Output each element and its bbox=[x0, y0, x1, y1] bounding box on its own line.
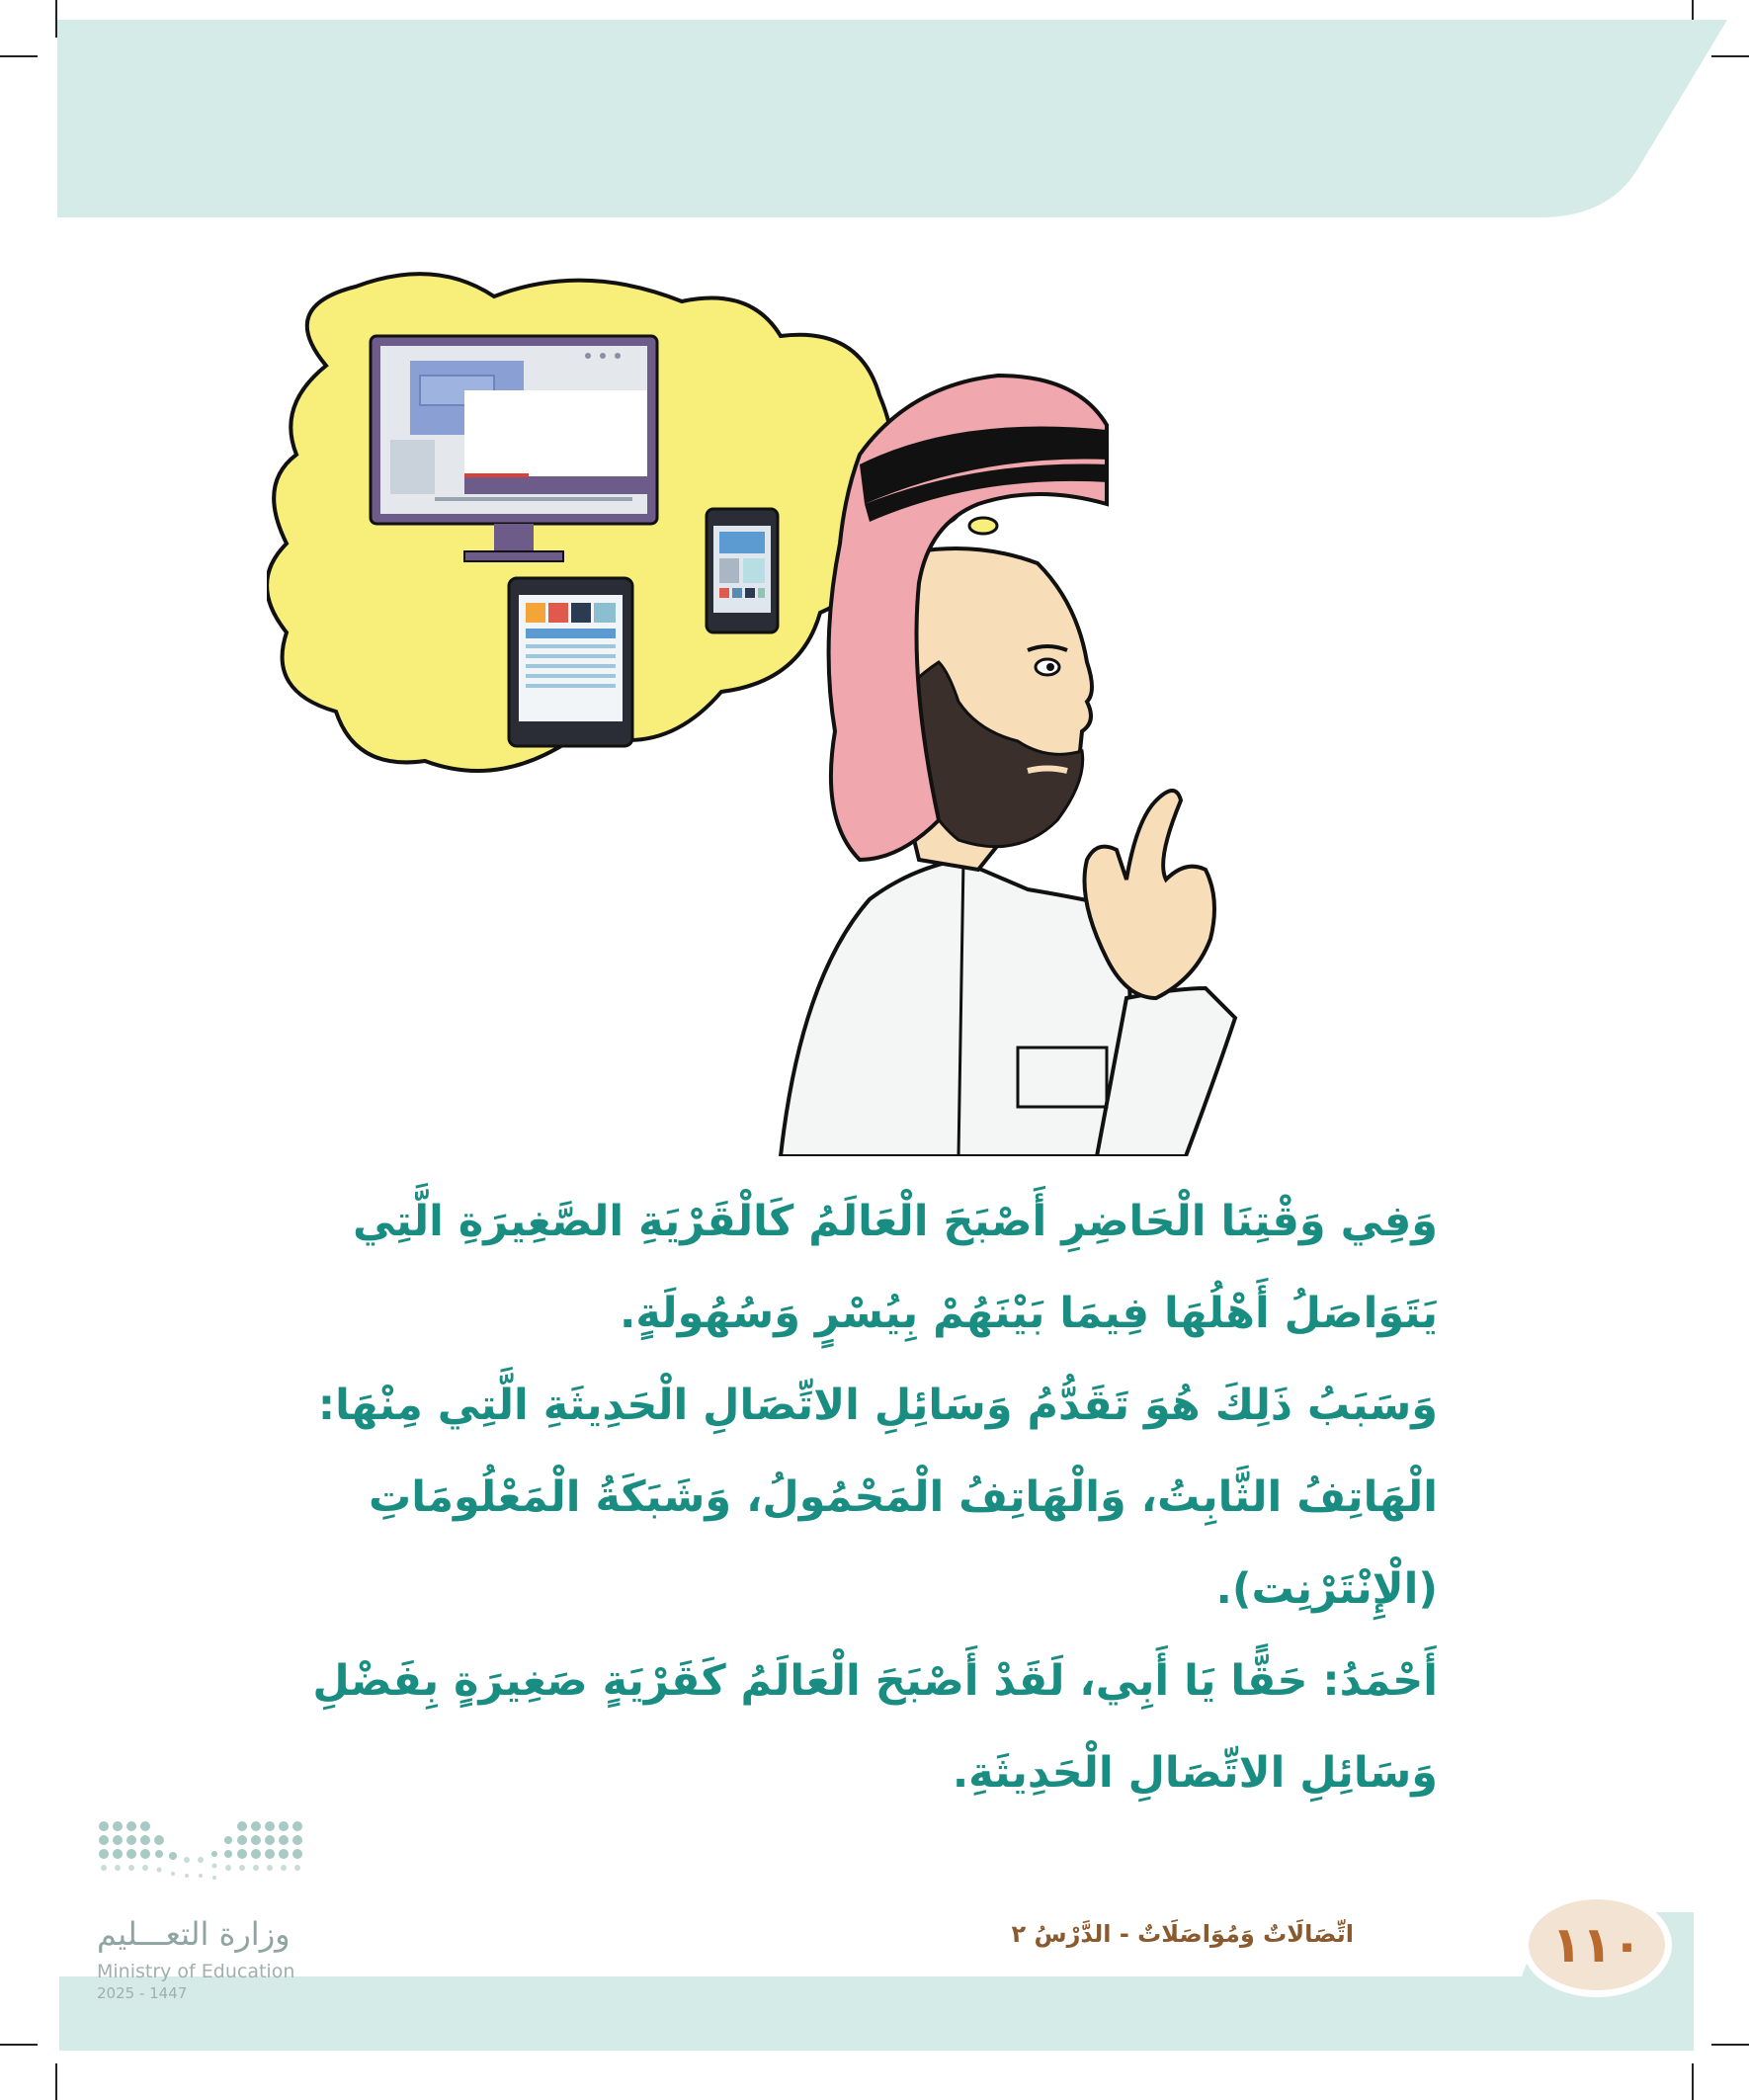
ministry-logo bbox=[94, 1816, 311, 1905]
paragraph-3: أَحْمَدُ: حَقًّا يَا أَبِي، لَقَدْ أَصْبَحَ الْعَالَمُ كَقَرْيَةٍ صَغِيرَةٍ بِفَضْلِ وَسَائِلِ الاتِّصَالِ الْحَدِيثَةِ. bbox=[312, 1656, 1438, 1798]
thought-dot bbox=[969, 518, 997, 534]
page-number-badge bbox=[1522, 1892, 1672, 1997]
crop-mark bbox=[0, 55, 38, 57]
crop-mark bbox=[1692, 2063, 1694, 2100]
unit-title: اتِّصَالَاتٌ وَمُوَاصَلَاتٌ - الدَّرْسُ ٢ bbox=[1011, 1920, 1354, 1948]
body-text bbox=[282, 1176, 1438, 1819]
page-number: ١١٠ bbox=[1551, 1916, 1642, 1974]
smartphone-icon bbox=[707, 509, 778, 632]
paragraph-2: وَسَبَبُ ذَلِكَ هُوَ تَقَدُّمُ وَسَائِلِ الاتِّصَالِ الْحَدِيثَةِ الَّتِي مِنْهَا: الْهَاتِفُ الثَّابِتُ، وَالْهَاتِفُ الْمَحْمُولُ، وَشَبَكَةُ الْمَعْلُومَاتِ (الْإِنْتَرْنِت). bbox=[317, 1381, 1438, 1614]
header-band bbox=[57, 20, 1727, 217]
crop-mark bbox=[55, 2063, 57, 2100]
ministry-name-ar: وزارة التعـــليم bbox=[97, 1915, 291, 1953]
paragraph-1: وَفِي وَقْتِنَا الْحَاضِرِ أَصْبَحَ الْعَالَمُ كَالْقَرْيَةِ الصَّغِيرَةِ الَّتِي يَتَوَاصَلُ أَهْلُهَا فِيمَا بَيْنَهُمْ بِيُسْرٍ وَسُهُولَةٍ. bbox=[352, 1197, 1438, 1338]
illustration bbox=[267, 267, 1443, 1156]
ministry-year: 2025 - 1447 bbox=[97, 1984, 188, 2002]
ministry-name-en: Ministry of Education bbox=[97, 1961, 295, 1982]
tablet-icon bbox=[509, 578, 632, 746]
